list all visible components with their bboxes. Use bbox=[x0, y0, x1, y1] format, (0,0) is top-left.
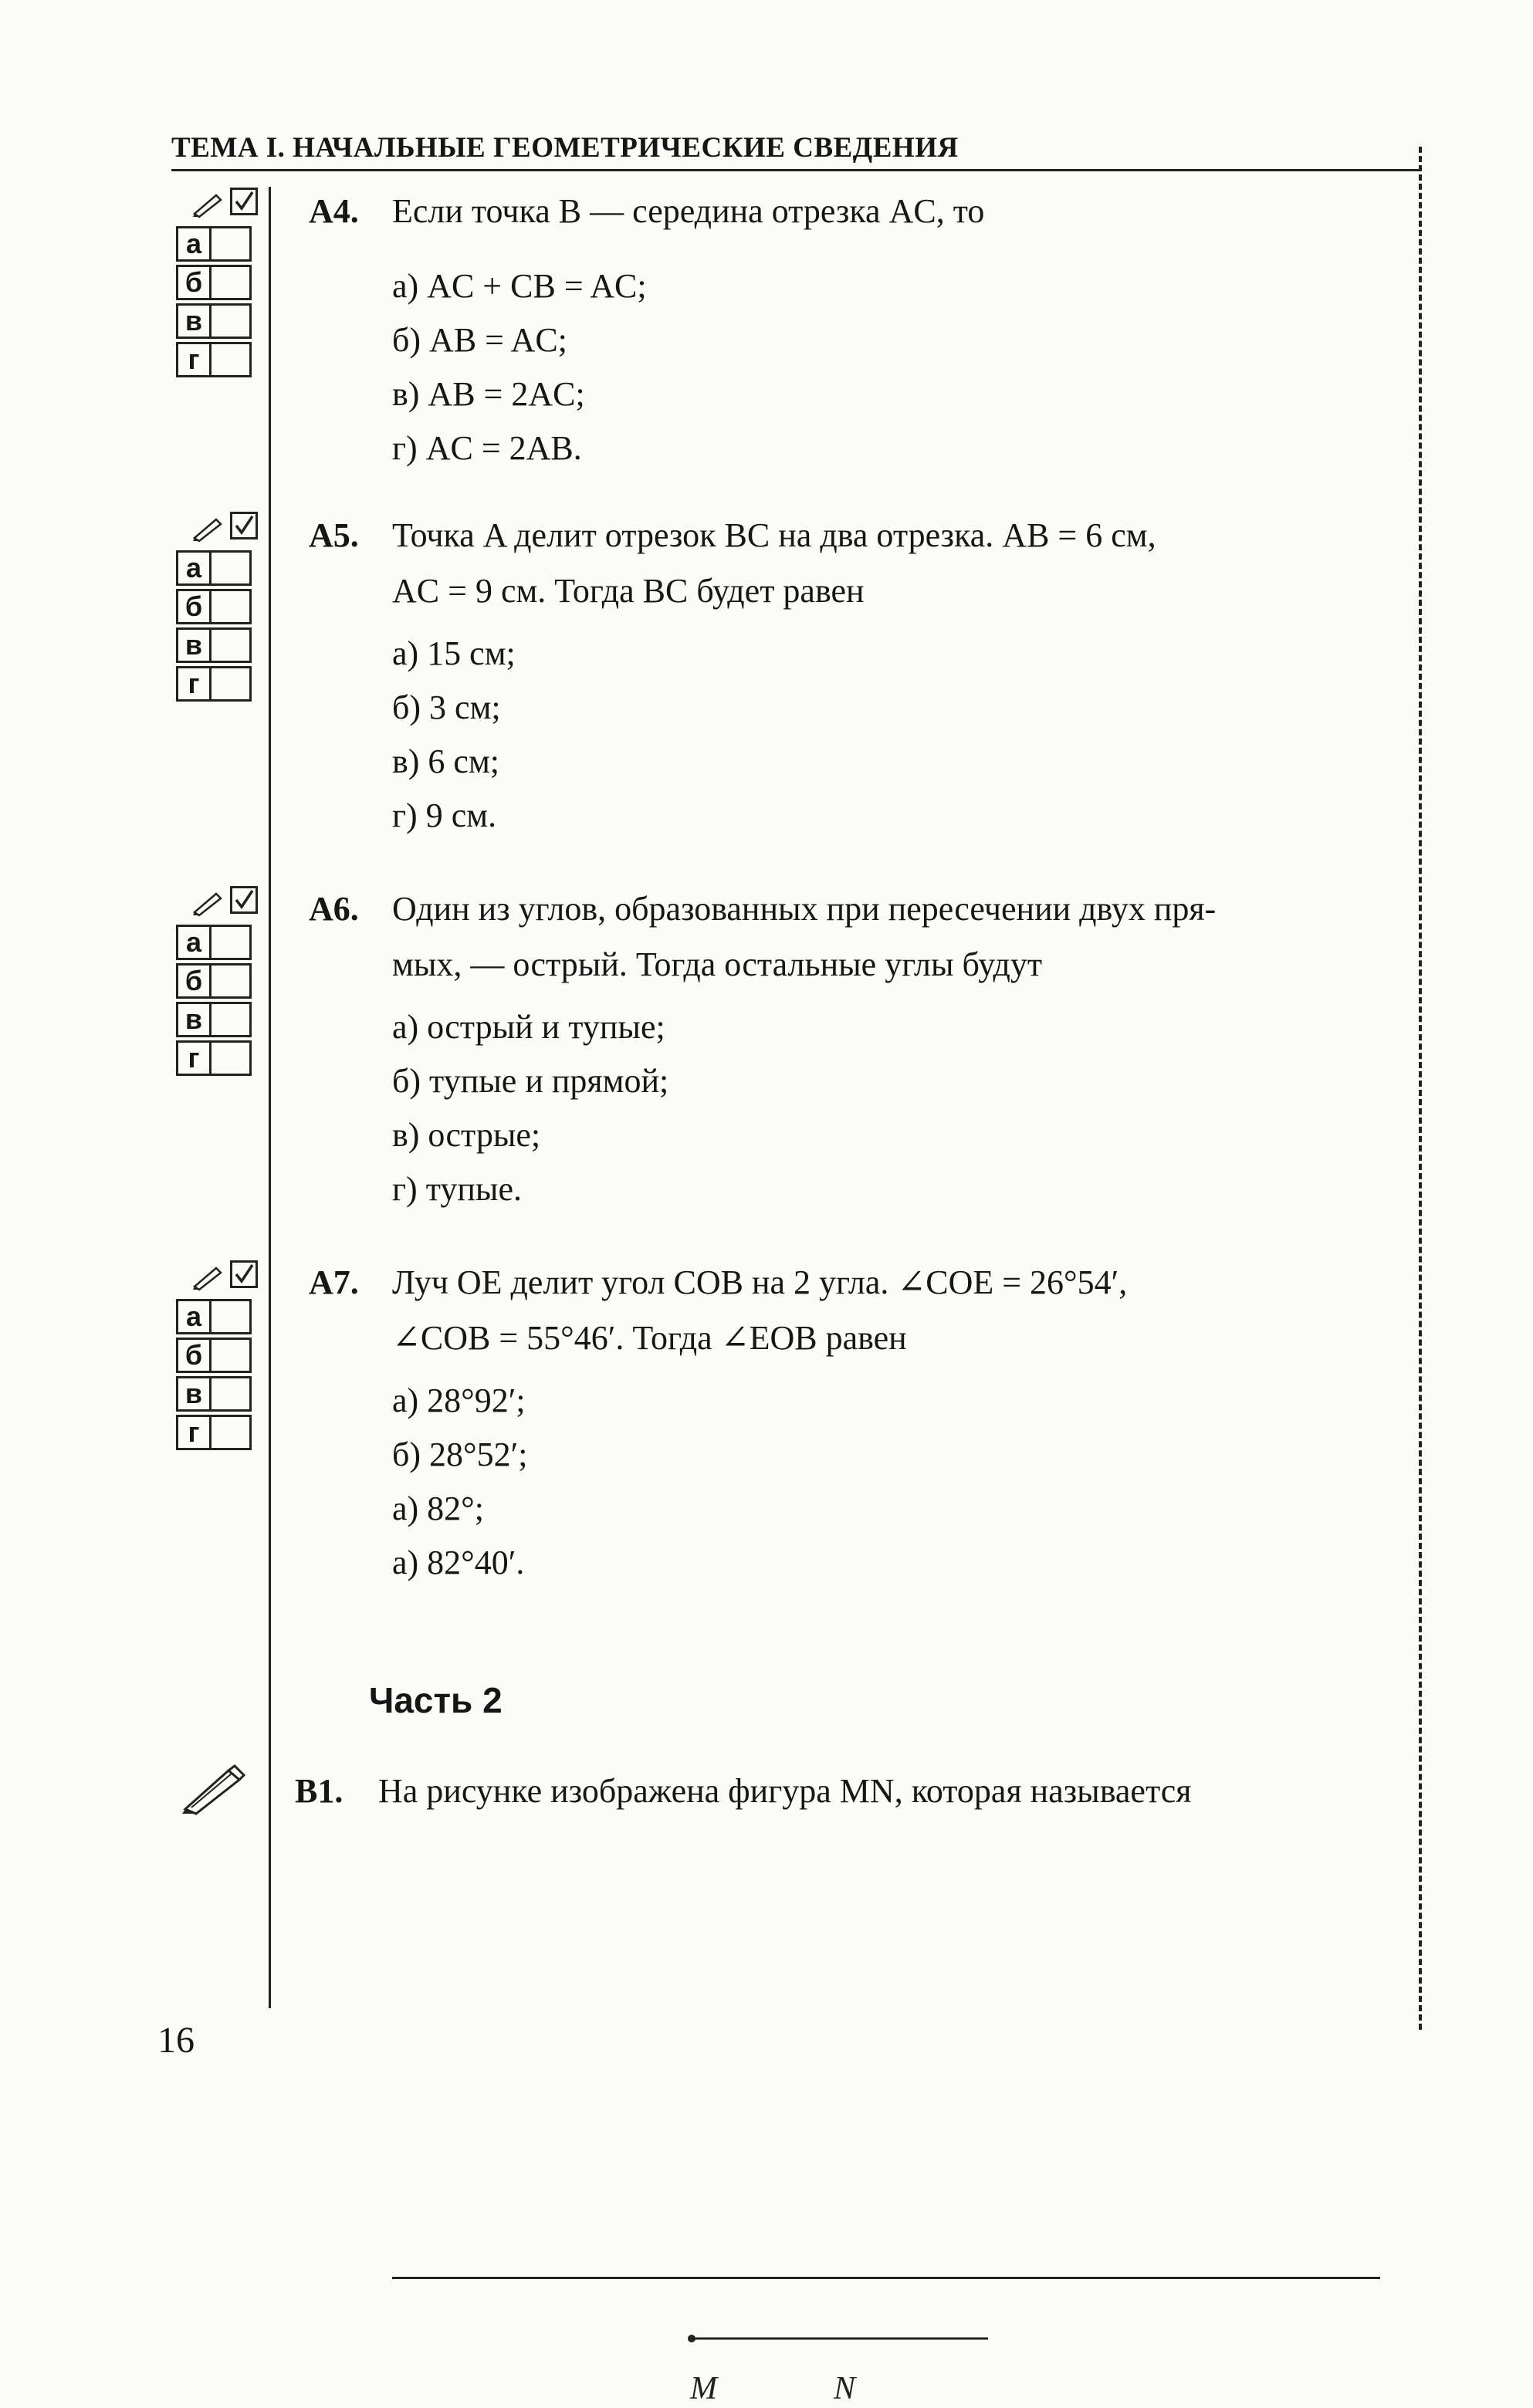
answer-box[interactable] bbox=[212, 1415, 252, 1450]
checkbox-icon bbox=[230, 1260, 258, 1288]
answer-row-b[interactable]: б bbox=[176, 265, 269, 300]
answer-line[interactable] bbox=[392, 2277, 1380, 2279]
answer-grid-a5 bbox=[176, 512, 269, 702]
checkbox-icon bbox=[230, 188, 258, 215]
option-g: г) тупые. bbox=[392, 1170, 522, 1208]
option-g: г) AC = 2AB. bbox=[392, 429, 582, 467]
pencil-icon bbox=[181, 1764, 247, 1815]
answer-row-v[interactable]: в bbox=[176, 1376, 269, 1412]
answer-box[interactable] bbox=[212, 1040, 252, 1076]
option-a: а) 28°92′; bbox=[392, 1382, 526, 1419]
answer-box[interactable] bbox=[212, 1002, 252, 1037]
answer-box[interactable] bbox=[212, 550, 252, 586]
option-g: а) 82°40′. bbox=[392, 1544, 525, 1581]
segment-mn-figure bbox=[679, 2308, 1003, 2408]
option-b: б) 28°52′; bbox=[392, 1436, 528, 1473]
answer-row-g[interactable]: г bbox=[176, 666, 269, 702]
answer-row-g[interactable]: г bbox=[176, 1415, 269, 1450]
answer-box[interactable] bbox=[212, 1338, 252, 1373]
point-m-label: M bbox=[690, 2371, 717, 2406]
answer-row-a[interactable]: а bbox=[176, 925, 269, 960]
question-text-cont: ∠COB = 55°46′. Тогда ∠EOB равен bbox=[392, 1319, 907, 1357]
option-b: б) тупые и прямой; bbox=[392, 1062, 669, 1100]
margin-divider bbox=[269, 187, 271, 2008]
option-g: г) 9 см. bbox=[392, 796, 497, 834]
answer-box[interactable] bbox=[212, 1376, 252, 1412]
answer-box[interactable] bbox=[212, 303, 252, 339]
answer-box[interactable] bbox=[212, 963, 252, 999]
answer-row-g[interactable]: г bbox=[176, 342, 269, 377]
question-text: Если точка B — середина отрезка AC, то bbox=[392, 192, 985, 230]
question-text: На рисунке изображена фигура MN, которая называется bbox=[378, 1772, 1192, 1810]
answer-row-b[interactable]: б bbox=[176, 589, 269, 624]
option-v: в) 6 см; bbox=[392, 742, 500, 780]
checkbox-icon bbox=[230, 886, 258, 914]
answer-box[interactable] bbox=[212, 666, 252, 702]
question-a4 bbox=[309, 184, 1405, 475]
answer-row-b[interactable]: б bbox=[176, 1338, 269, 1373]
answer-grid-a6 bbox=[176, 886, 269, 1076]
question-b1 bbox=[295, 1764, 1406, 1819]
option-a: а) острый и тупые; bbox=[392, 1008, 665, 1046]
answer-row-a[interactable]: а bbox=[176, 550, 269, 586]
option-a: а) 15 см; bbox=[392, 634, 516, 672]
question-number: А5. bbox=[309, 516, 359, 554]
question-number: А7. bbox=[309, 1263, 359, 1301]
option-v: а) 82°; bbox=[392, 1490, 485, 1527]
answer-row-v[interactable]: в bbox=[176, 627, 269, 663]
question-text-cont: AC = 9 см. Тогда BC будет равен bbox=[392, 572, 865, 610]
page-number: 16 bbox=[157, 2020, 195, 2061]
question-text: Точка A делит отрезок BC на два отрезка. AB = 6 см, bbox=[392, 516, 1156, 554]
part-title: Часть 2 bbox=[369, 1680, 503, 1720]
answer-box[interactable] bbox=[212, 226, 252, 262]
answer-box[interactable] bbox=[212, 589, 252, 624]
option-a: а) AC + CB = AC; bbox=[392, 267, 647, 305]
pen-icon bbox=[191, 191, 225, 218]
pen-icon bbox=[191, 889, 225, 917]
option-b: б) 3 см; bbox=[392, 688, 501, 726]
option-b: б) AB = AC; bbox=[392, 321, 567, 359]
section-header: ТЕМА I. НАЧАЛЬНЫЕ ГЕОМЕТРИЧЕСКИЕ СВЕДЕНИЯ bbox=[171, 131, 1422, 171]
answer-row-v[interactable]: в bbox=[176, 303, 269, 339]
answer-box[interactable] bbox=[212, 1299, 252, 1334]
question-text-cont: мых, — острый. Тогда остальные углы будут bbox=[392, 945, 1043, 983]
answer-grid-a4 bbox=[176, 188, 269, 377]
answer-row-v[interactable]: в bbox=[176, 1002, 269, 1037]
cut-line bbox=[1419, 147, 1422, 2030]
question-a5 bbox=[309, 508, 1405, 843]
answer-row-a[interactable]: а bbox=[176, 1299, 269, 1334]
pen-icon bbox=[191, 515, 225, 543]
option-v: в) острые; bbox=[392, 1116, 541, 1154]
question-a7 bbox=[309, 1255, 1405, 1590]
answer-row-b[interactable]: б bbox=[176, 963, 269, 999]
answer-box[interactable] bbox=[212, 925, 252, 960]
question-number: В1. bbox=[295, 1772, 343, 1810]
pen-icon bbox=[191, 1263, 225, 1291]
question-a6 bbox=[309, 881, 1405, 1216]
answer-box[interactable] bbox=[212, 342, 252, 377]
answer-row-g[interactable]: г bbox=[176, 1040, 269, 1076]
answer-box[interactable] bbox=[212, 265, 252, 300]
answer-grid-a7 bbox=[176, 1260, 269, 1450]
answer-box[interactable] bbox=[212, 627, 252, 663]
question-text: Один из углов, образованных при пересечении двух пря- bbox=[392, 890, 1217, 928]
question-text: Луч OE делит угол COB на 2 угла. ∠COE = 26°54′, bbox=[392, 1263, 1128, 1301]
checkbox-icon bbox=[230, 512, 258, 539]
option-v: в) AB = 2AC; bbox=[392, 375, 585, 413]
question-number: А4. bbox=[309, 192, 359, 230]
answer-row-a[interactable]: а bbox=[176, 226, 269, 262]
question-number: А6. bbox=[309, 890, 359, 928]
point-n-label: N bbox=[834, 2371, 856, 2406]
